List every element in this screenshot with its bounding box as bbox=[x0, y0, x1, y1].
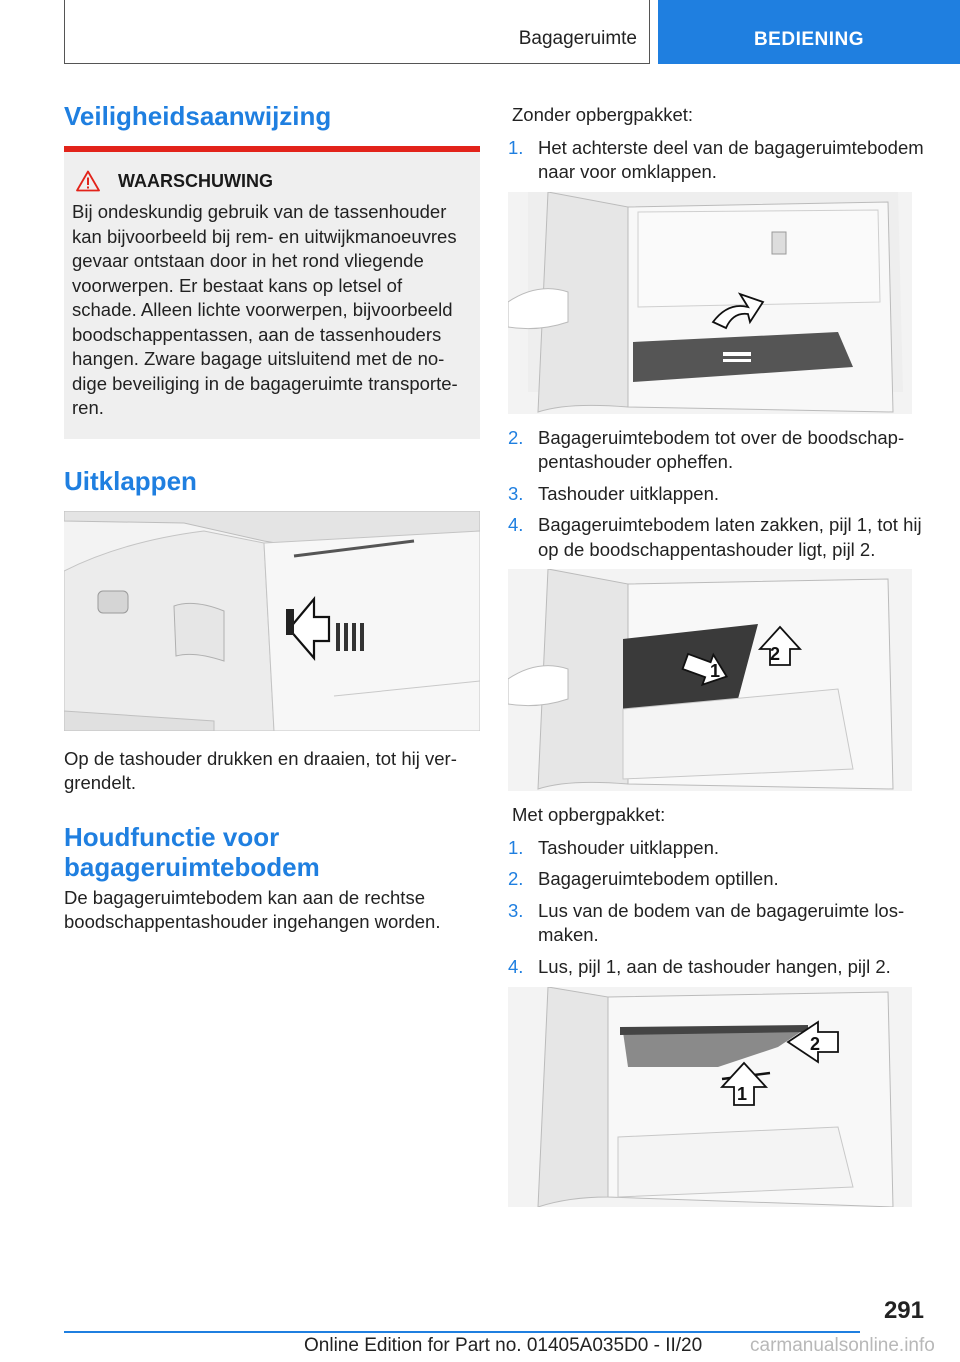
left-column bbox=[64, 100, 480, 935]
step-text: Tashouder uitklappen. bbox=[538, 482, 720, 504]
step-number: 4. bbox=[508, 955, 524, 977]
fold-floor-illustration bbox=[508, 192, 912, 414]
fig4-arrow2-label: 2 bbox=[810, 1034, 821, 1054]
footer-edition: Online Edition for Part no. 01405A035D0 - II/20 bbox=[304, 1335, 703, 1356]
header-section-title: Bagageruimte bbox=[518, 28, 637, 49]
without-kit-steps-list bbox=[508, 426, 928, 563]
step-text: Tashouder uitklappen. bbox=[538, 836, 720, 858]
unfold-heading: Uitklappen bbox=[64, 465, 197, 496]
step-number: 2. bbox=[508, 868, 524, 889]
step-item bbox=[508, 426, 928, 475]
step-item bbox=[508, 867, 928, 892]
warning-title bbox=[76, 168, 470, 194]
warning-box bbox=[64, 152, 480, 439]
hold-heading: Houdfunctie voor bagageruimtebodem bbox=[64, 821, 320, 882]
fig3-arrow1-label: 1 bbox=[710, 661, 721, 681]
footer-rule bbox=[64, 1331, 860, 1333]
warning-title-text: WAARSCHUWING bbox=[118, 171, 273, 191]
unfold-text: Op de tashouder drukken en draaien, tot hij vergrendelt. bbox=[64, 747, 457, 793]
step-number: 4. bbox=[508, 514, 524, 535]
step-number: 1. bbox=[508, 836, 524, 858]
lower-floor-illustration bbox=[508, 569, 912, 791]
page-number: 291 bbox=[883, 1297, 924, 1324]
warning-text: Bij ondeskundig gebruik van de tassenhouder kan bijvoorbeeld bij rem- en uitwijkmanoeuvres gevaar ontstaan door in het rond vliegende voorwerpen. Er bestaat kans op letsel of schade. Alleen lichte voorwerpen, bijvoorbeeld boodschappentassen, aan de tassenhouders hangen. Zware bagage uitsluitend met de nodige beveiliging in de bagageruimte transporteren. bbox=[72, 201, 458, 418]
right-column bbox=[508, 103, 928, 1207]
step-text: Het achterste deel van de bagageruimtebodem naar voor omklappen. bbox=[538, 136, 924, 182]
step-item bbox=[508, 899, 928, 948]
step-item bbox=[508, 513, 928, 562]
step-number: 2. bbox=[508, 426, 524, 448]
hang-loop-illustration bbox=[508, 987, 912, 1207]
warning-triangle-icon bbox=[76, 170, 100, 192]
step-item bbox=[508, 836, 928, 861]
with-kit-steps-list bbox=[508, 836, 928, 980]
header-section-box bbox=[64, 0, 650, 64]
bag-hook-illustration bbox=[64, 511, 480, 731]
header-chapter-label: BEDIENING bbox=[753, 29, 865, 50]
step-number: 3. bbox=[508, 482, 524, 504]
step-text: Lus van de bodem van de bagageruimte losmaken. bbox=[538, 899, 905, 945]
step-text: Bagageruimtebodem laten zakken, pijl 1, tot hij op de boodschappentashouder ligt, pijl 2. bbox=[538, 514, 922, 560]
step-item bbox=[508, 136, 928, 185]
step-text: Bagageruimtebodem tot over de boodschappentashouder opheffen. bbox=[538, 426, 905, 472]
figure-bag-hook bbox=[64, 511, 480, 731]
step-item bbox=[508, 955, 928, 980]
step-number: 3. bbox=[508, 899, 524, 921]
figure-lower-floor bbox=[508, 569, 912, 791]
footer-watermark: carmanualsonline.info bbox=[750, 1335, 935, 1356]
figure-fold-floor bbox=[508, 192, 912, 414]
step-item bbox=[508, 482, 928, 507]
hold-text: De bagageruimtebodem kan aan de rechtse boodschappentashouder ingehangen worden. bbox=[64, 886, 441, 932]
step-text: Lus, pijl 1, aan de tashouder hangen, pijl 2. bbox=[538, 955, 891, 977]
with-kit-label: Met opbergpakket: bbox=[512, 804, 666, 825]
without-kit-step1-list bbox=[508, 136, 928, 185]
safety-heading: Veiligheidsaanwijzing bbox=[64, 101, 332, 131]
fig4-arrow1-label: 1 bbox=[737, 1084, 748, 1104]
step-text: Bagageruimtebodem optillen. bbox=[538, 868, 779, 889]
step-number: 1. bbox=[508, 136, 524, 158]
figure-hang-loop bbox=[508, 987, 912, 1207]
without-kit-label: Zonder opbergpakket: bbox=[512, 104, 694, 125]
header-chapter-tab bbox=[658, 0, 960, 64]
fig3-arrow2-label: 2 bbox=[770, 644, 781, 664]
